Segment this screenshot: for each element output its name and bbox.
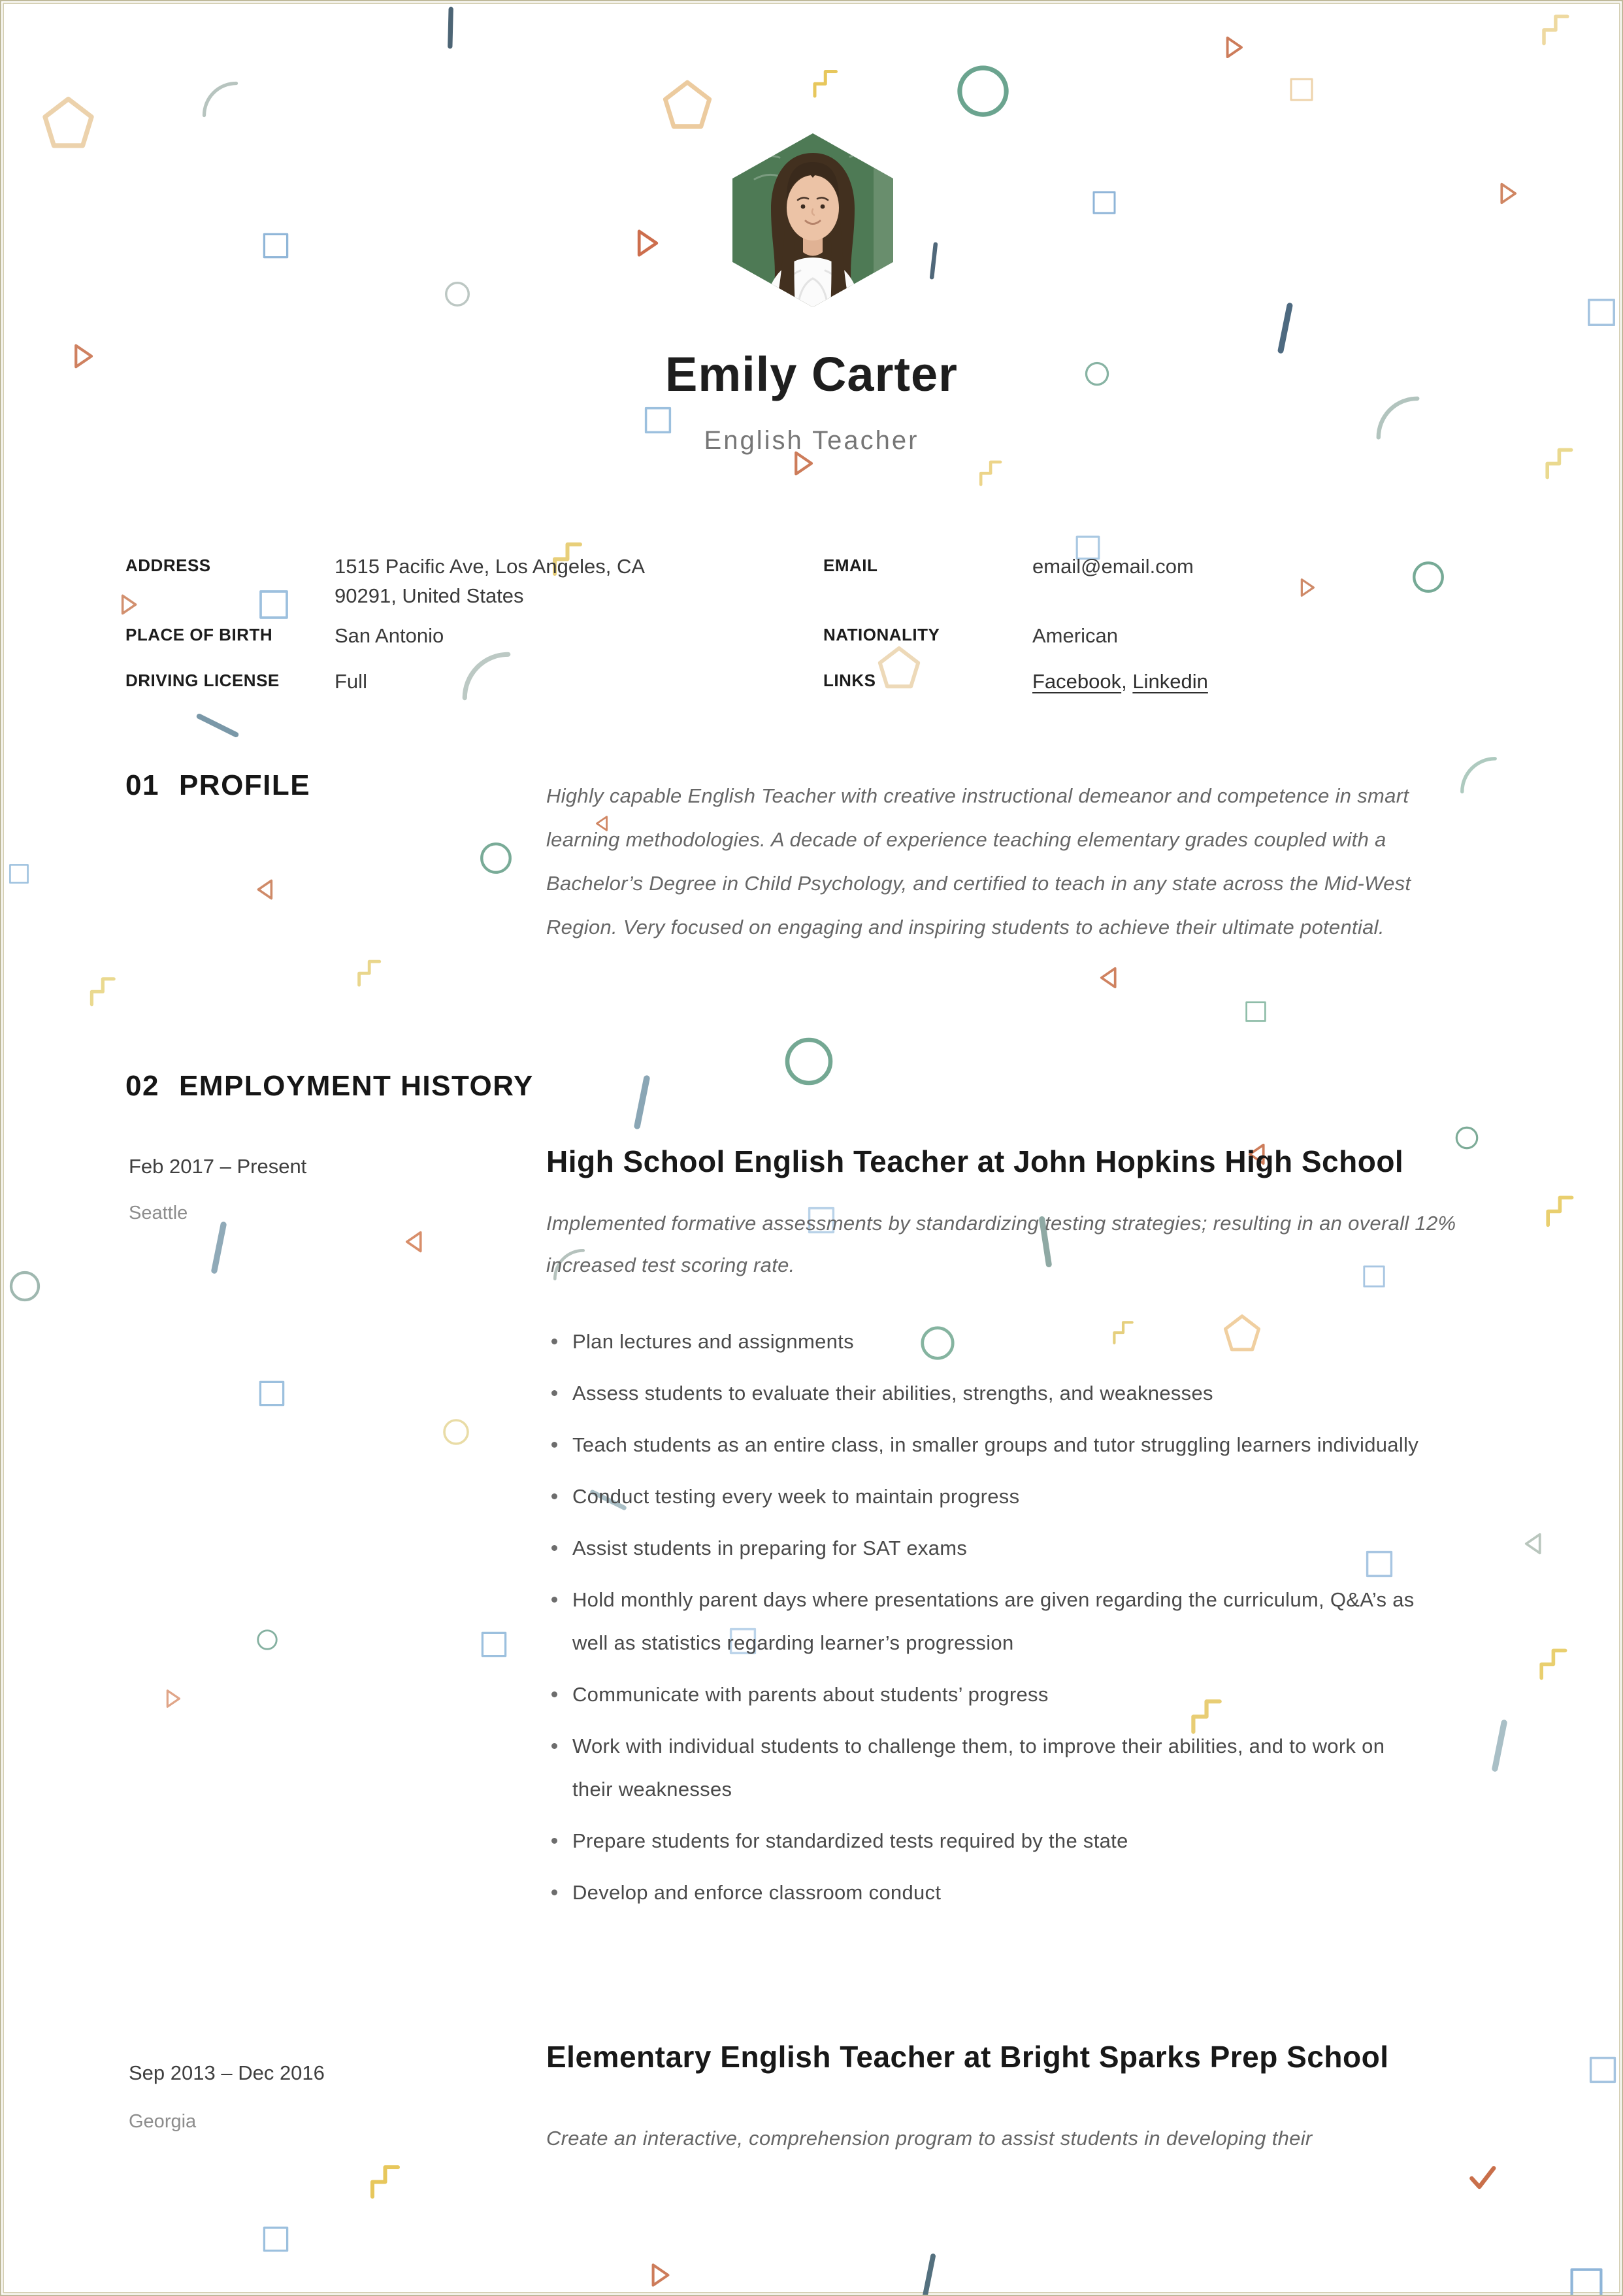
- decor-triangle-shape: [401, 1227, 430, 1256]
- decor-square-shape: [261, 2225, 290, 2254]
- decor-square-shape: [1568, 2266, 1605, 2296]
- job2-date-range: Sep 2013 – Dec 2016: [129, 2061, 325, 2084]
- bullet-item: Hold monthly parent days where presentations are given regarding the curriculum, Q&A’s as well as statistics regarding learner’s progression: [546, 1578, 1422, 1665]
- decor-square-shape: [1588, 2055, 1618, 2085]
- job2-title: Elementary English Teacher at Bright Sparks Prep School: [546, 2040, 1389, 2074]
- decor-circle-shape: [780, 1033, 838, 1090]
- decor-zigzag-shape: [1537, 11, 1573, 47]
- decor-zigzag-shape: [1534, 1645, 1571, 1682]
- contact-row-nationality: [823, 621, 1509, 650]
- decor-line-shape: [422, 0, 478, 56]
- candidate-job-title: English Teacher: [704, 426, 919, 455]
- job1-location-wrap: [129, 1203, 521, 1224]
- address-label: ADDRESS: [125, 556, 211, 575]
- decor-triangle-shape: [253, 876, 280, 903]
- decor-square-shape: [480, 1630, 508, 1659]
- driving-license-value: Full: [335, 670, 367, 693]
- email-label: EMAIL: [823, 556, 878, 575]
- decor-line-shape: [603, 1063, 680, 1140]
- links-label: LINKS: [823, 671, 876, 690]
- decor-triangle-shape: [1492, 179, 1521, 208]
- decor-triangle-shape: [1096, 963, 1124, 992]
- decor-zigzag-shape: [808, 67, 841, 99]
- bullet-item: Teach students as an entire class, in smaller groups and tutor struggling learners individually: [546, 1423, 1422, 1467]
- employment-section-heading: [125, 1070, 534, 1103]
- decor-square-shape: [8, 863, 30, 885]
- decor-square-shape: [1244, 1000, 1268, 1023]
- decor-circle-shape: [477, 839, 515, 877]
- decor-triangle-shape: [1520, 1529, 1549, 1558]
- job1-dates: [129, 1155, 521, 1178]
- contact-row-address: [125, 552, 746, 610]
- contact-row-driving-license: [125, 667, 746, 696]
- profile-section-number: 01: [125, 769, 159, 801]
- decor-arc-shape: [197, 76, 243, 122]
- address-value: 1515 Pacific Ave, Los Angeles, CA 90291, United States: [335, 555, 644, 607]
- contact-row-links: [823, 667, 1509, 696]
- decor-circle-shape: [255, 1627, 280, 1652]
- profile-section-heading: [125, 769, 310, 802]
- decor-circle-shape: [7, 1268, 43, 1305]
- linkedin-link[interactable]: Linkedin: [1132, 670, 1208, 693]
- job2-location-wrap: [129, 2111, 521, 2133]
- driving-license-label: DRIVING LICENSE: [125, 671, 280, 690]
- profile-photo: [732, 133, 893, 307]
- decor-check-shape: [1465, 2161, 1499, 2195]
- decor-triangle-shape: [1218, 33, 1247, 62]
- decor-line-shape: [908, 235, 959, 286]
- profile-section-title: PROFILE: [178, 769, 311, 801]
- job1-title: High School English Teacher at John Hopkins High School: [546, 1144, 1404, 1178]
- decor-circle-shape: [952, 60, 1014, 122]
- decor-zigzag-shape: [365, 2161, 404, 2201]
- bullet-item: Work with individual students to challenge them, to improve their abilities, and to work on their weaknesses: [546, 1725, 1422, 1811]
- job1-summary: Implemented formative assessments by standardizing testing strategies; resulting in an overall 12% increased test scoring rate.: [546, 1212, 1468, 1276]
- candidate-name: Emily Carter: [665, 347, 958, 401]
- job1-date-range: Feb 2017 – Present: [129, 1155, 307, 1178]
- decor-circle-shape: [440, 1416, 472, 1448]
- profile-summary: Highly capable English Teacher with creative instructional demeanor and competence in smart learning methodologies. A decade of experience teaching elementary grades coupled with a Bachelor’s Degree in Child Psychology, and certified to teach in any state across the Mid-West Region. Very focused on engaging and inspiring students to achieve their ultimate potential.: [546, 784, 1411, 939]
- decor-square-shape: [257, 1379, 286, 1408]
- decor-pentagon-shape: [658, 76, 717, 135]
- facebook-link[interactable]: Facebook: [1032, 670, 1122, 693]
- decor-line-shape: [897, 2244, 960, 2296]
- decor-line-shape: [184, 692, 250, 758]
- contact-row-email: [823, 552, 1509, 581]
- place-of-birth-label: PLACE OF BIRTH: [125, 625, 273, 644]
- decor-triangle-shape: [627, 225, 664, 261]
- contact-row-place-of-birth: [125, 621, 746, 650]
- decor-zigzag-shape: [85, 974, 119, 1008]
- nationality-value: American: [1032, 624, 1118, 647]
- links-separator: ,: [1121, 670, 1133, 693]
- job1-bullet-list: [546, 1320, 1422, 1923]
- bullet-item: Conduct testing every week to maintain progress: [546, 1475, 1422, 1518]
- decor-square-shape: [1091, 190, 1117, 216]
- employment-section-title: EMPLOYMENT HISTORY: [178, 1070, 534, 1102]
- email-value: email@email.com: [1032, 555, 1194, 578]
- job2-dates: [129, 2061, 521, 2085]
- nationality-label: NATIONALITY: [823, 625, 940, 644]
- decor-square-shape: [1288, 76, 1315, 103]
- decor-line-shape: [1462, 1708, 1537, 1783]
- decor-pentagon-shape: [37, 93, 99, 155]
- decor-circle-shape: [442, 279, 472, 309]
- decor-zigzag-shape: [353, 957, 384, 988]
- employment-section-number: 02: [125, 1070, 159, 1102]
- decor-square-shape: [1586, 297, 1617, 328]
- bullet-item: Communicate with parents about students’ progress: [546, 1673, 1422, 1716]
- decor-triangle-shape: [643, 2259, 674, 2291]
- decor-zigzag-shape: [975, 458, 1005, 488]
- links-value: [1032, 667, 1208, 696]
- job2-location: Georgia: [129, 2111, 197, 2132]
- profile-photo-illustration: [732, 133, 893, 307]
- decor-triangle-shape: [159, 1686, 184, 1711]
- place-of-birth-value: San Antonio: [335, 624, 444, 647]
- bullet-item: Plan lectures and assignments: [546, 1320, 1422, 1363]
- decor-zigzag-shape: [1541, 1192, 1577, 1229]
- bullet-item: Prepare students for standardized tests required by the state: [546, 1820, 1422, 1863]
- bullet-item: Assist students in preparing for SAT exams: [546, 1527, 1422, 1570]
- bullet-item: Assess students to evaluate their abilities, strengths, and weaknesses: [546, 1372, 1422, 1415]
- decor-square-shape: [261, 231, 290, 260]
- decor-arc-shape: [1455, 752, 1502, 799]
- bullet-item: Develop and enforce classroom conduct: [546, 1871, 1422, 1914]
- job1-location: Seattle: [129, 1203, 188, 1223]
- job2-summary: Create an interactive, comprehension program to assist students in developing their: [546, 2127, 1313, 2150]
